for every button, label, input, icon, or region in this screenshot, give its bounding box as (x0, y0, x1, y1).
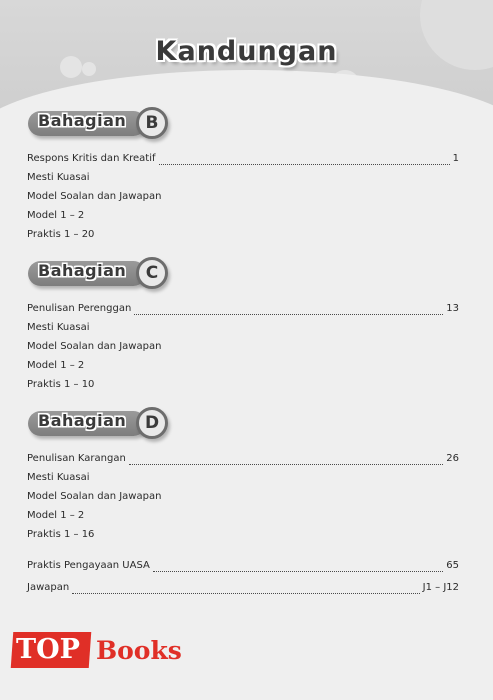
toc-entry-page: 1 (452, 153, 459, 164)
toc-entry (27, 453, 459, 464)
toc-entry-page: 65 (446, 560, 459, 571)
toc-subitem: Model Soalan dan Jawapan (27, 191, 162, 202)
logo-top-text: TOP (16, 634, 80, 665)
toc-entry (27, 560, 459, 571)
dot-leader (153, 562, 443, 572)
toc-entry-label: Respons Kritis dan Kreatif (27, 153, 156, 164)
toc-entry-label: Penulisan Karangan (27, 453, 126, 464)
toc-subitem: Praktis 1 – 10 (27, 379, 95, 390)
toc-subitem: Praktis 1 – 16 (27, 529, 95, 540)
dot-leader (159, 155, 450, 165)
toc-subitem: Mesti Kuasai (27, 322, 90, 333)
section-letter-badge: C (136, 257, 168, 289)
page-title: Kandungan (155, 36, 338, 67)
toc-entry-page: 13 (446, 303, 459, 314)
logo-books-text: Books (96, 636, 182, 665)
section-word: Bahagian (38, 111, 127, 130)
toc-entry-label: Praktis Pengayaan UASA (27, 560, 150, 571)
toc-entry (27, 303, 459, 314)
section-letter-badge: B (136, 107, 168, 139)
section-word: Bahagian (38, 261, 127, 280)
section-header-b (28, 107, 168, 141)
dot-leader (129, 455, 443, 465)
toc-subitem: Praktis 1 – 20 (27, 229, 95, 240)
toc-entry-page: 26 (446, 453, 459, 464)
section-header-d (28, 407, 168, 441)
toc-entry (27, 582, 459, 593)
toc-subitem: Model Soalan dan Jawapan (27, 341, 162, 352)
dot-leader (72, 584, 419, 594)
toc-subitem: Model 1 – 2 (27, 510, 85, 521)
toc-entry-page: J1 – J12 (422, 582, 459, 593)
toc-entry-label: Jawapan (27, 582, 70, 593)
toc-subitem: Model 1 – 2 (27, 210, 85, 221)
toc-entry-label: Penulisan Perenggan (27, 303, 132, 314)
topbooks-logo (12, 624, 192, 676)
section-header-c (28, 257, 168, 291)
section-word: Bahagian (38, 411, 127, 430)
toc-subitem: Model Soalan dan Jawapan (27, 491, 162, 502)
dot-leader (134, 305, 443, 315)
toc-entry (27, 153, 459, 164)
section-letter-badge: D (136, 407, 168, 439)
toc-subitem: Mesti Kuasai (27, 172, 90, 183)
toc-subitem: Model 1 – 2 (27, 360, 85, 371)
toc-subitem: Mesti Kuasai (27, 472, 90, 483)
